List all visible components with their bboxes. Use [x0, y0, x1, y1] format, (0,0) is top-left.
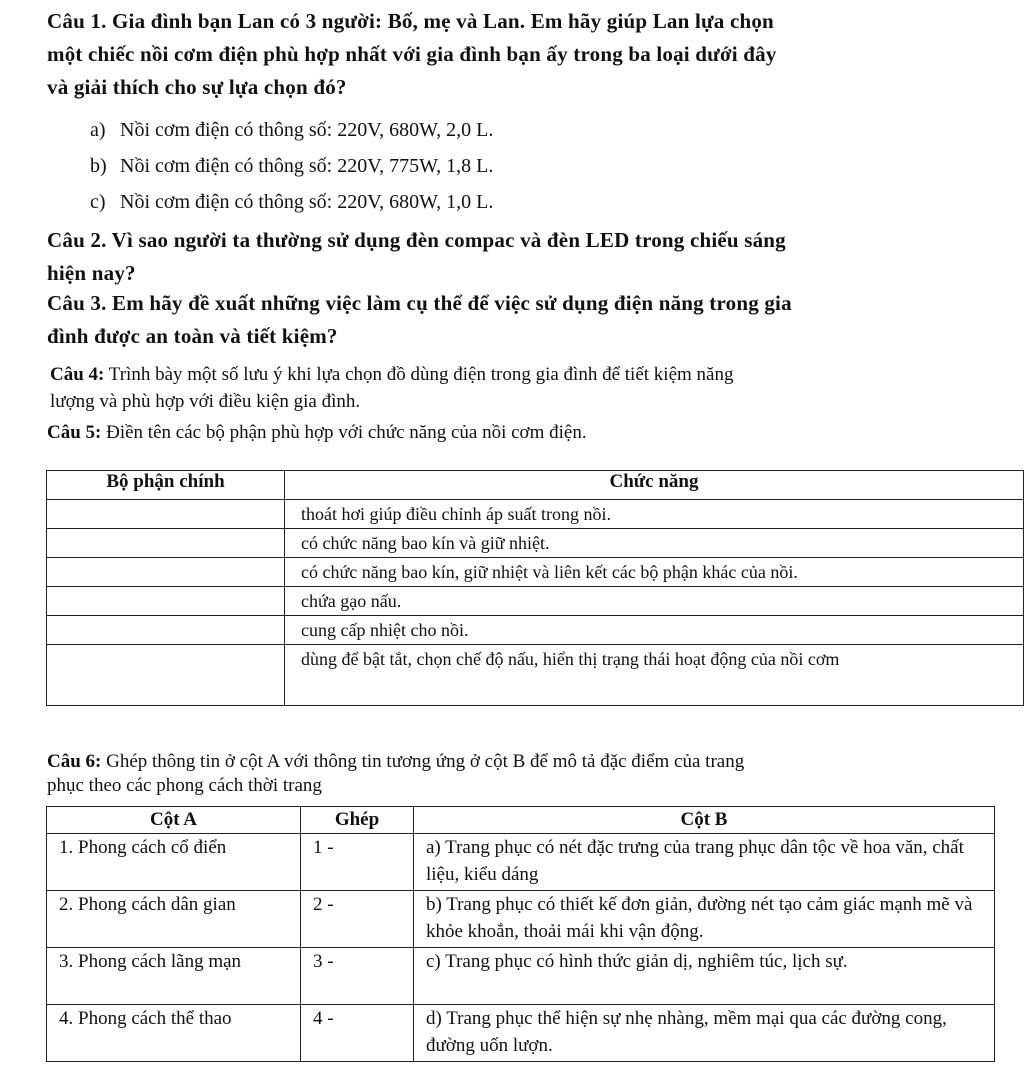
question-5-text: Điền tên các bộ phận phù hợp với chức năng của nồi cơm điện. [106, 422, 587, 443]
question-1-line [47, 5, 1007, 38]
part-cell[interactable] [47, 616, 285, 645]
question-4-label: Câu 4: [50, 364, 105, 385]
column-a-cell: 1. Phong cách cổ điển [47, 834, 301, 891]
question-4-text: Trình bày một số lưu ý khi lựa chọn đồ dùng điện trong gia đình để tiết kiệm năng [108, 364, 734, 385]
table-row [47, 500, 1024, 529]
question-2-line: hiện nay? [47, 261, 136, 285]
question-1-line: và giải thích cho sự lựa chọn đó? [47, 75, 347, 99]
match-cell[interactable]: 1 - [301, 834, 414, 891]
column-b-cell: c) Trang phục có hình thức giản dị, nghiêm túc, lịch sự. [414, 948, 995, 1005]
fashion-style-matching-table [46, 806, 995, 1062]
part-cell[interactable] [47, 558, 285, 587]
part-cell[interactable] [47, 500, 285, 529]
question-4-line [50, 361, 1010, 388]
function-cell: có chức năng bao kín và giữ nhiệt. [285, 529, 1024, 558]
column-b-cell: a) Trang phục có nét đặc trưng của trang phục dân tộc về hoa văn, chất liệu, kiểu dáng [414, 834, 995, 891]
table-header-row [47, 471, 1024, 500]
question-3-line: đình được an toàn và tiết kiệm? [47, 324, 338, 348]
part-cell[interactable] [47, 587, 285, 616]
table-row [47, 558, 1024, 587]
function-cell: thoát hơi giúp điều chỉnh áp suất trong nồi. [285, 500, 1024, 529]
function-cell: có chức năng bao kín, giữ nhiệt và liên kết các bộ phận khác của nồi. [285, 558, 1024, 587]
table-row [47, 891, 995, 948]
table-row [47, 834, 995, 891]
header-match: Ghép [301, 807, 414, 834]
header-function: Chức năng [285, 471, 1024, 500]
part-cell[interactable] [47, 529, 285, 558]
column-b-cell: b) Trang phục có thiết kế đơn giản, đường nét tạo cảm giác mạnh mẽ và khỏe khoắn, thoải mái khi vận động. [414, 891, 995, 948]
option-a [90, 115, 493, 145]
column-a-cell: 2. Phong cách dân gian [47, 891, 301, 948]
match-cell[interactable]: 2 - [301, 891, 414, 948]
question-2-line [47, 224, 1007, 257]
column-b-cell: d) Trang phục thể hiện sự nhẹ nhàng, mềm mại qua các đường cong, đường uốn lượn. [414, 1005, 995, 1062]
question-1-text: Gia đình bạn Lan có 3 người: Bố, mẹ và Lan. Em hãy giúp Lan lựa chọn [112, 9, 774, 33]
header-column-a: Cột A [47, 807, 301, 834]
header-column-b: Cột B [414, 807, 995, 834]
question-5-label: Câu 5: [47, 422, 102, 443]
function-cell: chứa gạo nấu. [285, 587, 1024, 616]
question-3-label: Câu 3. [47, 291, 107, 315]
question-2-label: Câu 2. [47, 228, 107, 252]
question-1-label: Câu 1. [47, 9, 107, 33]
option-text: Nồi cơm điện có thông số: 220V, 680W, 2,0 L. [120, 119, 494, 141]
header-part: Bộ phận chính [47, 471, 285, 500]
option-c [90, 187, 493, 217]
table-header-row [47, 807, 995, 834]
table-row [47, 616, 1024, 645]
function-cell: dùng để bật tắt, chọn chế độ nấu, hiển thị trạng thái hoạt động của nồi cơm [285, 645, 1024, 706]
match-cell[interactable]: 4 - [301, 1005, 414, 1062]
part-cell[interactable] [47, 645, 285, 706]
question-2 [47, 224, 1007, 290]
question-4 [50, 361, 1010, 415]
table-row [47, 529, 1024, 558]
question-5 [47, 419, 1007, 446]
column-a-cell: 3. Phong cách lãng mạn [47, 948, 301, 1005]
column-a-cell: 4. Phong cách thể thao [47, 1005, 301, 1062]
question-6-label: Câu 6: [47, 751, 102, 772]
question-3-line [47, 287, 1007, 320]
match-cell[interactable]: 3 - [301, 948, 414, 1005]
option-letter: b) [90, 155, 107, 177]
table-row [47, 1005, 995, 1062]
question-2-text: Vì sao người ta thường sử dụng đèn compac và đèn LED trong chiếu sáng [111, 228, 786, 252]
function-cell: cung cấp nhiệt cho nồi. [285, 616, 1024, 645]
table-row [47, 645, 1024, 706]
table-row [47, 587, 1024, 616]
question-4-line: lượng và phù hợp với điều kiện gia đình. [50, 391, 361, 412]
question-6-line [47, 748, 1007, 775]
question-3-text: Em hãy đề xuất những việc làm cụ thể để việc sử dụng điện năng trong gia [112, 291, 792, 315]
rice-cooker-parts-table [46, 470, 1024, 706]
question-1 [47, 5, 1007, 104]
question-6-line: phục theo các phong cách thời trang [47, 775, 322, 796]
option-text: Nồi cơm điện có thông số: 220V, 775W, 1,8 L. [120, 155, 494, 177]
question-6 [47, 748, 1007, 797]
question-1-line: một chiếc nồi cơm điện phù hợp nhất với gia đình bạn ấy trong ba loại dưới đây [47, 42, 777, 66]
option-text: Nồi cơm điện có thông số: 220V, 680W, 1,0 L. [120, 191, 494, 213]
option-letter: a) [90, 119, 106, 141]
table-row [47, 948, 995, 1005]
question-3 [47, 287, 1007, 353]
option-letter: c) [90, 191, 106, 213]
question-6-text: Ghép thông tin ở cột A với thông tin tương ứng ở cột B để mô tả đặc điểm của trang [106, 751, 745, 772]
option-b [90, 151, 493, 181]
